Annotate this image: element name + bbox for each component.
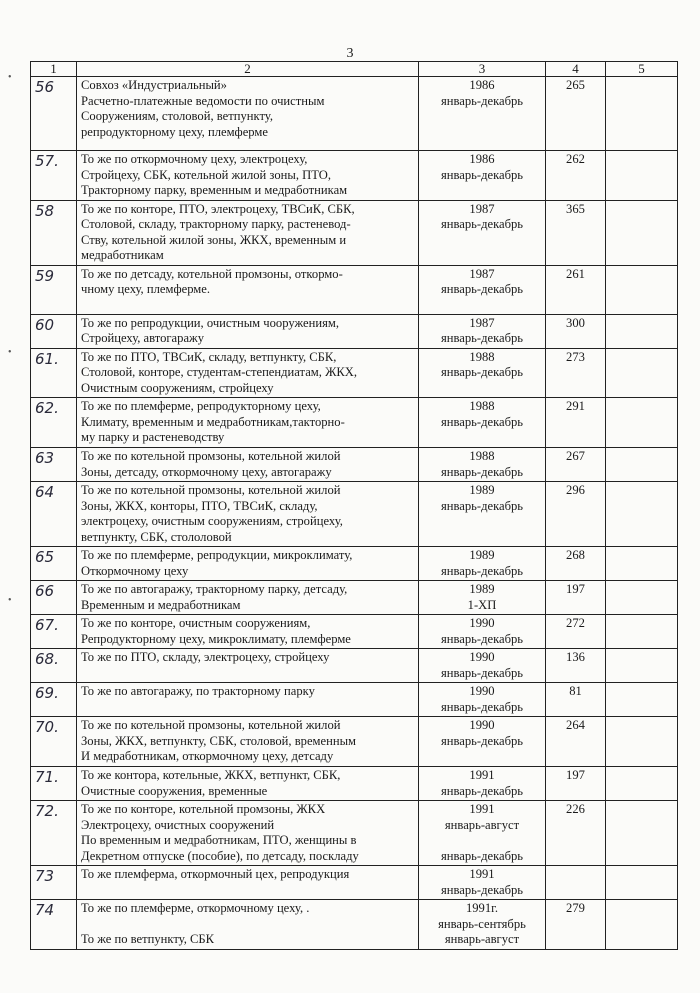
sheet-count: 136: [546, 649, 606, 683]
table-row: [31, 348, 678, 398]
entry-description: [77, 900, 419, 950]
sheet-count: 81: [546, 683, 606, 717]
description-line: Декретном отпуске (пособие), по детсаду, поскладу: [81, 848, 359, 863]
sheet-count: 365: [546, 200, 606, 265]
sheet-count: 279: [546, 900, 606, 950]
period-line: 1986: [469, 152, 495, 166]
description-line: И медработникам, откормочному цеху, детсаду: [81, 749, 334, 763]
page-number: 3: [346, 46, 354, 61]
notes-cell: [606, 200, 678, 265]
entry-number: 66: [31, 581, 77, 615]
entry-description: [77, 348, 419, 398]
period-line: январь-декабрь: [440, 699, 524, 714]
description-line: [81, 917, 414, 933]
table-row: [31, 615, 678, 649]
notes-cell: [606, 482, 678, 547]
description-line: То же по племферме, откормочному цеху, .: [81, 901, 310, 915]
description-line: ветпункту, СБК, стололовой: [81, 529, 232, 544]
sheet-count: 264: [546, 717, 606, 767]
description-line: То же по репродукции, очистным чооружениям,: [81, 315, 340, 330]
description-line: Репродукторному цеху, микроклимату, племферме: [81, 631, 351, 646]
entry-period: [419, 717, 546, 767]
table-row: [31, 801, 678, 866]
sheet-count: 262: [546, 151, 606, 201]
entry-period: [419, 615, 546, 649]
entry-description: [77, 717, 419, 767]
entry-number: 57.: [31, 151, 77, 201]
period-line: 1990: [469, 650, 495, 664]
description-line: репродукторному цеху, племферме: [81, 124, 268, 139]
period-line: январь-декабрь: [440, 733, 524, 748]
description-line: электроцеху, очистным сооружениям, стройцеху,: [81, 514, 343, 528]
period-line: январь-декабрь: [440, 848, 524, 863]
description-line: му парку и растеневодству: [81, 430, 225, 444]
description-line: Откормочному цеху: [81, 563, 189, 578]
description-line: Зоны, ЖКХ, ветпункту, СБК, столовой, временным: [81, 733, 357, 748]
notes-cell: [606, 767, 678, 801]
entry-description: [77, 649, 419, 683]
table-row: [31, 866, 678, 900]
table-row: [31, 767, 678, 801]
notes-cell: [606, 398, 678, 448]
period-line: 1987: [469, 266, 495, 281]
entry-number: 64: [31, 482, 77, 547]
description-line: То же по ПТО, ТВСиК, складу, ветпункту, СБК,: [81, 349, 337, 364]
column-header: 5: [606, 62, 678, 77]
description-line: То же по ПТО, складу, электроцеху, стройцеху: [81, 650, 330, 664]
entry-description: [77, 615, 419, 649]
period-line: 1986: [469, 78, 495, 92]
entry-description: [77, 77, 419, 151]
description-line: Стройцеху, автогаражу: [81, 331, 205, 345]
period-line: 1989: [469, 483, 495, 497]
entry-number: 62.: [31, 398, 77, 448]
period-line: январь-декабрь: [440, 665, 524, 680]
description-line: Столовой, складу, тракторному парку, растеневод-: [81, 217, 351, 231]
column-header: 1: [31, 62, 77, 77]
description-line: Климату, временным и медработникам,такторно-: [81, 414, 345, 429]
entry-number: 68.: [31, 649, 77, 683]
description-line: Зоны, детсаду, откормочному цеху, автогаражу: [81, 464, 332, 479]
period-line: 1990: [469, 616, 495, 630]
description-line: Зоны, ЖКХ, конторы, ПТО, ТВСиК, складу,: [81, 498, 318, 513]
table-row: [31, 717, 678, 767]
description-line: Столовой, конторе, студентам-степендиатам, ЖКХ,: [81, 365, 357, 379]
description-line: То же племферма, откормочный цех, репродукция: [81, 867, 350, 881]
period-line: январь-декабрь: [440, 882, 524, 897]
entry-number: 60: [31, 314, 77, 348]
entry-number: 63: [31, 448, 77, 482]
period-line: январь-декабрь: [440, 563, 524, 578]
period-line: январь-декабрь: [440, 365, 524, 379]
entry-number: 61.: [31, 348, 77, 398]
description-line: Электроцеху, очистных сооружений: [81, 817, 275, 832]
period-line: январь-декабрь: [440, 331, 524, 345]
period-line: январь-декабрь: [440, 783, 524, 798]
period-line: январь-декабрь: [440, 167, 524, 182]
entry-period: [419, 77, 546, 151]
notes-cell: [606, 900, 678, 950]
entry-description: [77, 683, 419, 717]
ledger-body: [31, 77, 678, 950]
table-row: [31, 314, 678, 348]
sheet-count: 226: [546, 801, 606, 866]
table-row: [31, 900, 678, 950]
table-row: [31, 151, 678, 201]
entry-number: 73: [31, 866, 77, 900]
notes-cell: [606, 77, 678, 151]
ledger-table: [30, 61, 678, 950]
period-line: 1990: [469, 684, 495, 698]
entry-description: [77, 801, 419, 866]
entry-number: 70.: [31, 717, 77, 767]
entry-description: [77, 265, 419, 314]
description-line: Расчетно-платежные ведомости по очистным: [81, 93, 325, 108]
period-line: январь-сентябрь: [438, 916, 526, 931]
sheet-count: 197: [546, 581, 606, 615]
notes-cell: [606, 547, 678, 581]
notes-cell: [606, 717, 678, 767]
notes-cell: [606, 151, 678, 201]
table-row: [31, 448, 678, 482]
entry-description: [77, 448, 419, 482]
description-line: То же контора, котельные, ЖКХ, ветпункт, СБК,: [81, 768, 341, 782]
description-line: То же по откормочному цеху, электроцеху,: [81, 152, 308, 166]
entry-description: [77, 151, 419, 201]
punch-mark: •: [8, 595, 12, 606]
period-line: 1989: [469, 548, 495, 562]
entry-period: [419, 866, 546, 900]
description-line: Очистные сооружения, временные: [81, 783, 268, 798]
entry-number: 72.: [31, 801, 77, 866]
period-line: 1990: [469, 718, 495, 732]
notes-cell: [606, 801, 678, 866]
description-line: То же по конторе, очистным сооружениям,: [81, 616, 311, 630]
table-row: [31, 265, 678, 314]
sheet-count: [546, 866, 606, 900]
sheet-count: 272: [546, 615, 606, 649]
sheet-count: 261: [546, 265, 606, 314]
period-line: 1987: [469, 315, 495, 330]
entry-period: [419, 348, 546, 398]
entry-period: [419, 482, 546, 547]
description-line: То же по котельной промзоны, котельной жилой: [81, 718, 341, 732]
sheet-count: 197: [546, 767, 606, 801]
description-line: То же по автогаражу, тракторному парку, детсаду,: [81, 582, 348, 596]
entry-description: [77, 547, 419, 581]
description-line: Тракторному парку, временным и медработникам: [81, 183, 348, 197]
entry-number: 59: [31, 265, 77, 314]
period-line: январь-декабрь: [440, 282, 524, 296]
description-line: То же по автогаражу, по тракторному парку: [81, 684, 315, 698]
entry-period: [419, 767, 546, 801]
description-line: Стройцеху, СБК, котельной жилой зоны, ПТО,: [81, 167, 331, 182]
period-line: 1987: [469, 201, 495, 216]
entry-period: [419, 151, 546, 201]
punch-mark: •: [8, 347, 12, 358]
notes-cell: [606, 448, 678, 482]
period-line: январь-декабрь: [440, 498, 524, 513]
entry-period: [419, 448, 546, 482]
entry-description: [77, 482, 419, 547]
period-line: 1989: [469, 582, 495, 596]
period-line: [423, 833, 541, 849]
table-row: [31, 683, 678, 717]
notes-cell: [606, 348, 678, 398]
period-line: 1991: [469, 768, 495, 782]
sheet-count: 265: [546, 77, 606, 151]
sheet-count: 300: [546, 314, 606, 348]
period-line: январь-декабрь: [440, 631, 524, 646]
notes-cell: [606, 265, 678, 314]
entry-description: [77, 314, 419, 348]
notes-cell: [606, 615, 678, 649]
entry-number: 56: [31, 77, 77, 151]
punch-mark: •: [8, 72, 12, 83]
entry-period: [419, 547, 546, 581]
table-row: [31, 77, 678, 151]
table-row: [31, 581, 678, 615]
entry-period: [419, 801, 546, 866]
sheet-count: 273: [546, 348, 606, 398]
entry-number: 69.: [31, 683, 77, 717]
notes-cell: [606, 649, 678, 683]
period-line: 1991г.: [465, 901, 499, 915]
period-line: 1988: [469, 449, 495, 463]
entry-number: 71.: [31, 767, 77, 801]
header-row: [31, 62, 678, 77]
table-row: [31, 398, 678, 448]
sheet-count: 267: [546, 448, 606, 482]
notes-cell: [606, 866, 678, 900]
entry-period: [419, 200, 546, 265]
description-line: медработникам: [81, 248, 164, 262]
description-line: То же по детсаду, котельной промзоны, откормо-: [81, 266, 343, 281]
table-row: [31, 547, 678, 581]
sheet-count: 291: [546, 398, 606, 448]
entry-description: [77, 767, 419, 801]
period-line: январь-декабрь: [440, 217, 524, 231]
period-line: 1991: [469, 802, 495, 816]
description-line: Сооружениям, столовой, ветпункту,: [81, 109, 273, 123]
period-line: январь-декабрь: [440, 464, 524, 479]
table-row: [31, 200, 678, 265]
description-line: Совхоз «Индустриальный»: [81, 78, 227, 92]
period-line: январь-август: [444, 932, 520, 946]
notes-cell: [606, 683, 678, 717]
description-line: Ству, котельной жилой зоны, ЖКХ, временным и: [81, 232, 347, 247]
entry-number: 74: [31, 900, 77, 950]
entry-period: [419, 649, 546, 683]
description-line: То же по племферме, репродукции, микроклимату,: [81, 548, 353, 562]
period-line: январь-декабрь: [440, 93, 524, 108]
sheet-count: 296: [546, 482, 606, 547]
entry-number: 65: [31, 547, 77, 581]
table-row: [31, 649, 678, 683]
sheet-count: 268: [546, 547, 606, 581]
description-line: То же по котельной промзоны, котельной жилой: [81, 483, 341, 497]
period-line: январь-декабрь: [440, 414, 524, 429]
period-line: 1988: [469, 349, 495, 364]
entry-period: [419, 581, 546, 615]
entry-period: [419, 900, 546, 950]
description-line: То же по конторе, котельной промзоны, ЖКХ: [81, 802, 326, 816]
entry-description: [77, 398, 419, 448]
entry-period: [419, 314, 546, 348]
entry-period: [419, 683, 546, 717]
column-header: 3: [419, 62, 546, 77]
entry-period: [419, 265, 546, 314]
description-line: То же по конторе, ПТО, электроцеху, ТВСиК, СБК,: [81, 201, 355, 216]
description-line: Временным и медработникам: [81, 597, 241, 612]
description-line: Очистным сооружениям, стройцеху: [81, 380, 274, 395]
column-header: 4: [546, 62, 606, 77]
period-line: 1988: [469, 399, 495, 413]
period-line: 1991: [469, 867, 495, 881]
period-line: январь-август: [444, 817, 520, 832]
description-line: То же по котельной промзоны, котельной жилой: [81, 449, 341, 463]
entry-number: 58: [31, 200, 77, 265]
description-line: По временным и медработникам, ПТО, женщины в: [81, 833, 357, 847]
entry-number: 67.: [31, 615, 77, 649]
entry-description: [77, 581, 419, 615]
entry-description: [77, 200, 419, 265]
notes-cell: [606, 581, 678, 615]
description-line: То же по племферме, репродукторному цеху,: [81, 399, 321, 413]
entry-period: [419, 398, 546, 448]
period-line: 1-ХП: [467, 597, 497, 612]
table-row: [31, 482, 678, 547]
column-header: 2: [77, 62, 419, 77]
description-line: То же по ветпункту, СБК: [81, 932, 215, 946]
entry-description: [77, 866, 419, 900]
description-line: чному цеху, племферме.: [81, 282, 211, 296]
notes-cell: [606, 314, 678, 348]
